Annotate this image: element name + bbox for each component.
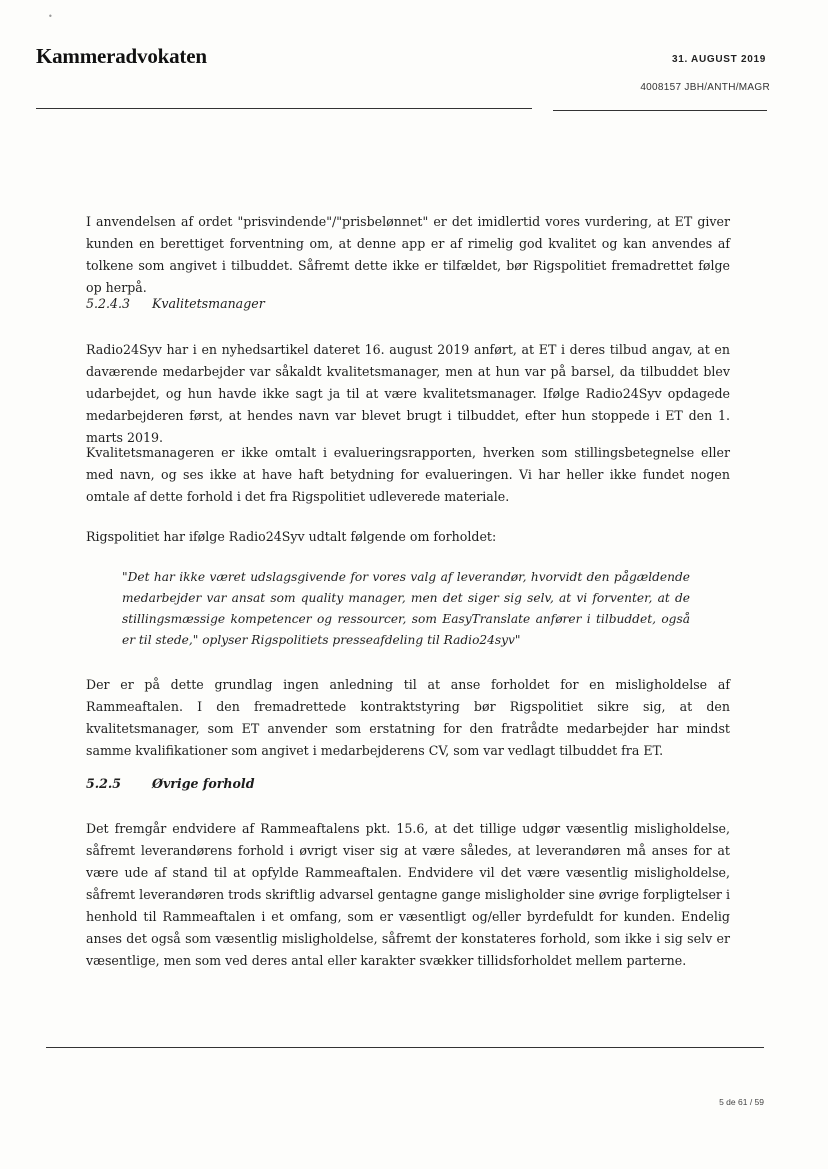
section-525-paragraph xyxy=(86,818,730,972)
paragraph: Radio24Syv har i en nyhedsartikel dateret 16. august 2019 anført, at ET i deres tilbud angav, at en daværende medarbejder var såkaldt kvalitetsmanager, men at hun var på barsel, da tilbuddet blev udarbejdet, og hun havde ikke sagt ja til at være kvalitetsmanager. Ifølge Radio24Syv opdagede medarbejderen først, at hendes navn var blevet brugt i tilbuddet, efter hun stoppede i ET den 1. marts 2019. xyxy=(86,342,730,445)
section-title: Kvalitetsmanager xyxy=(152,296,265,311)
paragraph: Det fremgår endvidere af Rammeaftalens pkt. 15.6, at det tillige udgør væsentlig misligholdelse, såfremt leverandørens forhold i øvrigt viser sig at være således, at leverandøren må anses for at være ude af stand til at opfylde Rammeaftalen. Endvidere vil det være væsentlig misligholdelse, såfremt leverandøren trods skriftlig advarsel gentagne gange misligholder sine øvrige forpligtelser i henhold til Rammeaftalen i et omfang, som er væsentligt og/eller byrdefuldt for kunden. Endelig anses det også som væsentlig misligholdelse, såfremt der konstateres forhold, som ikke i sig selv er væsentlige, men som ved deres antal eller karakter svækker tillidsforholdet mellem parterne. xyxy=(86,821,730,968)
document-date: 31. AUGUST 2019 xyxy=(671,54,766,65)
section-title: Øvrige forhold xyxy=(152,776,255,791)
paragraph: Kvalitetsmanageren er ikke omtalt i evalueringsrapporten, hverken som stillingsbetegnelse eller med navn, og ses ikke at have haft betydning for evalueringen. Vi har heller ikke fundet nogen omtale af dette forhold i det fra Rigspolitiet udleverede materiale. xyxy=(86,445,730,504)
page-number: 5 de 61 / 59 xyxy=(719,1097,764,1107)
firm-logo: Kammeradvokaten xyxy=(36,44,207,68)
footer-rule xyxy=(46,1047,764,1048)
section-5243-para-3 xyxy=(86,526,730,548)
header-rule-left xyxy=(36,108,532,109)
scan-speck: • xyxy=(48,12,53,21)
section-heading-5243 xyxy=(86,296,265,311)
section-5243-para-2 xyxy=(86,442,730,508)
block-quote xyxy=(122,567,690,651)
header-rule-right xyxy=(553,110,767,111)
paragraph: Rigspolitiet har ifølge Radio24Syv udtalt følgende om forholdet: xyxy=(86,529,497,544)
intro-block xyxy=(86,211,730,299)
paragraph: Der er på dette grundlag ingen anledning til at anse forholdet for en misligholdelse af Rammeaftalen. I den fremadrettede kontraktstyring bør Rigspolitiet sikre sig, at den kvalitetsmanager, som ET anvender som erstatning for den fratrådte medarbejder har mindst samme kvalifikationer som angivet i medarbejderens CV, som var vedlagt tilbuddet fra ET. xyxy=(86,677,730,758)
document-reference: 4008157 JBH/ANTH/MAGR xyxy=(640,82,770,93)
section-number: 5.2.5 xyxy=(86,776,122,791)
section-number: 5.2.4.3 xyxy=(86,296,131,311)
intro-paragraph: I anvendelsen af ordet "prisvindende"/"prisbelønnet" er det imidlertid vores vurdering, at ET giver kunden en berettiget forventning om, at denne app er af rimelig god kvalitet og kan anvendes af tolkene som angivet i tilbuddet. Såfremt dette ikke er tilfældet, bør Rigspolitiet fremadrettet følge op herpå. xyxy=(86,214,730,295)
section-5243-conclusion xyxy=(86,674,730,762)
section-5243-para-1 xyxy=(86,339,730,449)
section-heading-525 xyxy=(86,776,255,791)
quote-text: "Det har ikke været udslagsgivende for vores valg af leverandør, hvorvidt den pågældende medarbejder var ansat som quality manager, men det siger sig selv, at vi forventer, at de stillingsmæssige kompetencer og ressourcer, som EasyTranslate anfører i tilbuddet, også er til stede," oplyser Rigspolitiets presseafdeling til Radio24syv" xyxy=(122,570,690,647)
